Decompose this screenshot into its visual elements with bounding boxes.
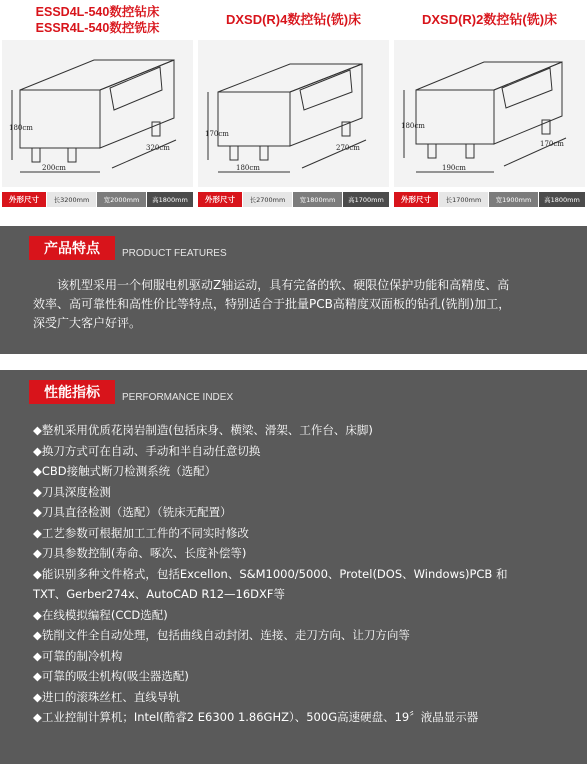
spec-length: 长2700mm: [243, 192, 292, 207]
spec-width: 宽1800mm: [293, 192, 342, 207]
spec-height: 高1800mm: [539, 192, 585, 207]
paragraph-line: 效率、高可靠性和高性价比等特点，特别适合于批量PCB高精度双面板的钻孔(铣削)加工，: [33, 297, 511, 311]
features-paragraph: [33, 276, 510, 333]
machine-drawing: [394, 40, 585, 187]
height-dimension: 180cm: [9, 124, 33, 132]
width-dimension: 190cm: [442, 164, 466, 172]
spec-label: 外形尺寸: [198, 192, 242, 207]
list-item: ◆整机采用优质花岗岩制造(包括床身、横梁、滑架、工作台、床脚): [33, 423, 373, 437]
machine-card-1: [0, 0, 195, 210]
machine-drawing: [2, 40, 193, 187]
list-item: ◆进口的滚珠丝杠、直线导轨: [33, 689, 180, 704]
list-item: ◆可靠的制冷机构: [33, 648, 123, 663]
spec-length: 长1700mm: [439, 192, 488, 207]
depth-dimension: 170cm: [540, 140, 564, 148]
width-dimension: 180cm: [236, 164, 260, 172]
performance-list: [33, 420, 507, 728]
paragraph-line: 深受广大客户好评。: [33, 316, 142, 330]
list-item: ◆铣削文件全自动处理，包括曲线自动封闭、连接、走刀方向、让刀方向等: [33, 628, 410, 642]
spec-width: 宽1900mm: [489, 192, 538, 207]
machine-card-2: [196, 0, 391, 210]
machine-title: [392, 11, 587, 29]
section-subtitle: PERFORMANCE INDEX: [122, 392, 234, 403]
section-title: 性能指标: [29, 380, 115, 404]
list-item: ◆在线模拟编程(CCD选配): [33, 607, 168, 622]
performance-index-section: [0, 370, 587, 764]
paragraph-line: 该机型采用一个伺服电机驱动Z轴运动，具有完备的软、硬限位保护功能和高精度、高: [57, 278, 510, 292]
height-dimension: 180cm: [401, 122, 425, 130]
spec-width: 宽2000mm: [97, 192, 146, 207]
spec-label: 外形尺寸: [2, 192, 46, 207]
list-item: ◆工艺参数可根据加工工件的不同实时修改: [33, 525, 249, 540]
spec-label: 外形尺寸: [394, 192, 438, 207]
list-item: ◆CBD接触式断刀检测系统（选配）: [33, 464, 217, 478]
list-item: ◆刀具直径检测（选配）（铣床无配置）: [33, 505, 232, 519]
list-item: ◆可靠的吸尘机构(吸尘器选配): [33, 669, 189, 683]
width-dimension: 200cm: [42, 164, 66, 172]
machine-card-3: [392, 0, 587, 210]
machine-title: [196, 11, 391, 29]
list-item: ◆能识别多种文件格式，包括Excellon、S&M1000/5000、Protel(DOS、Windows)PCB 和: [33, 566, 508, 581]
list-item: ◆工业控制计算机；Intel(酷睿2 E6300 1.86GHZ）、500G高速硬盘、19〞液晶显示器: [33, 710, 479, 724]
machine-title-line: ESSD4L-540数控钻床: [35, 5, 160, 19]
spec-bar: [2, 192, 193, 207]
depth-dimension: 320cm: [146, 144, 170, 152]
height-dimension: 170cm: [205, 130, 229, 138]
machine-title-line: DXSD(R)2数控钻(铣)床: [421, 12, 558, 27]
machine-outline-drawing: [394, 40, 585, 187]
machine-drawing: [198, 40, 389, 187]
machine-outline-drawing: [198, 40, 389, 187]
machine-title-line: ESSR4L-540数控铣床: [35, 21, 160, 35]
product-features-section: [0, 226, 587, 354]
spec-length: 长3200mm: [47, 192, 96, 207]
spec-height: 高1700mm: [343, 192, 389, 207]
section-title: 产品特点: [29, 236, 115, 260]
list-item: ◆刀具参数控制(寿命、啄次、长度补偿等): [33, 546, 247, 560]
machine-title: [0, 4, 195, 36]
machine-title-line: DXSD(R)4数控钻(铣)床: [225, 12, 362, 27]
machine-outline-drawing: [2, 40, 193, 187]
section-subtitle: PRODUCT FEATURES: [122, 248, 227, 259]
spec-bar: [198, 192, 389, 207]
spec-bar: [394, 192, 585, 207]
list-item: ◆换刀方式可在自动、手动和半自动任意切换: [33, 443, 261, 458]
machine-gallery: [0, 0, 587, 210]
depth-dimension: 270cm: [336, 144, 360, 152]
spec-height: 高1800mm: [147, 192, 193, 207]
list-item: ◆刀具深度检测: [33, 484, 111, 499]
list-item: TXT、Gerber274x、AutoCAD R12—16DXF等: [33, 587, 286, 601]
